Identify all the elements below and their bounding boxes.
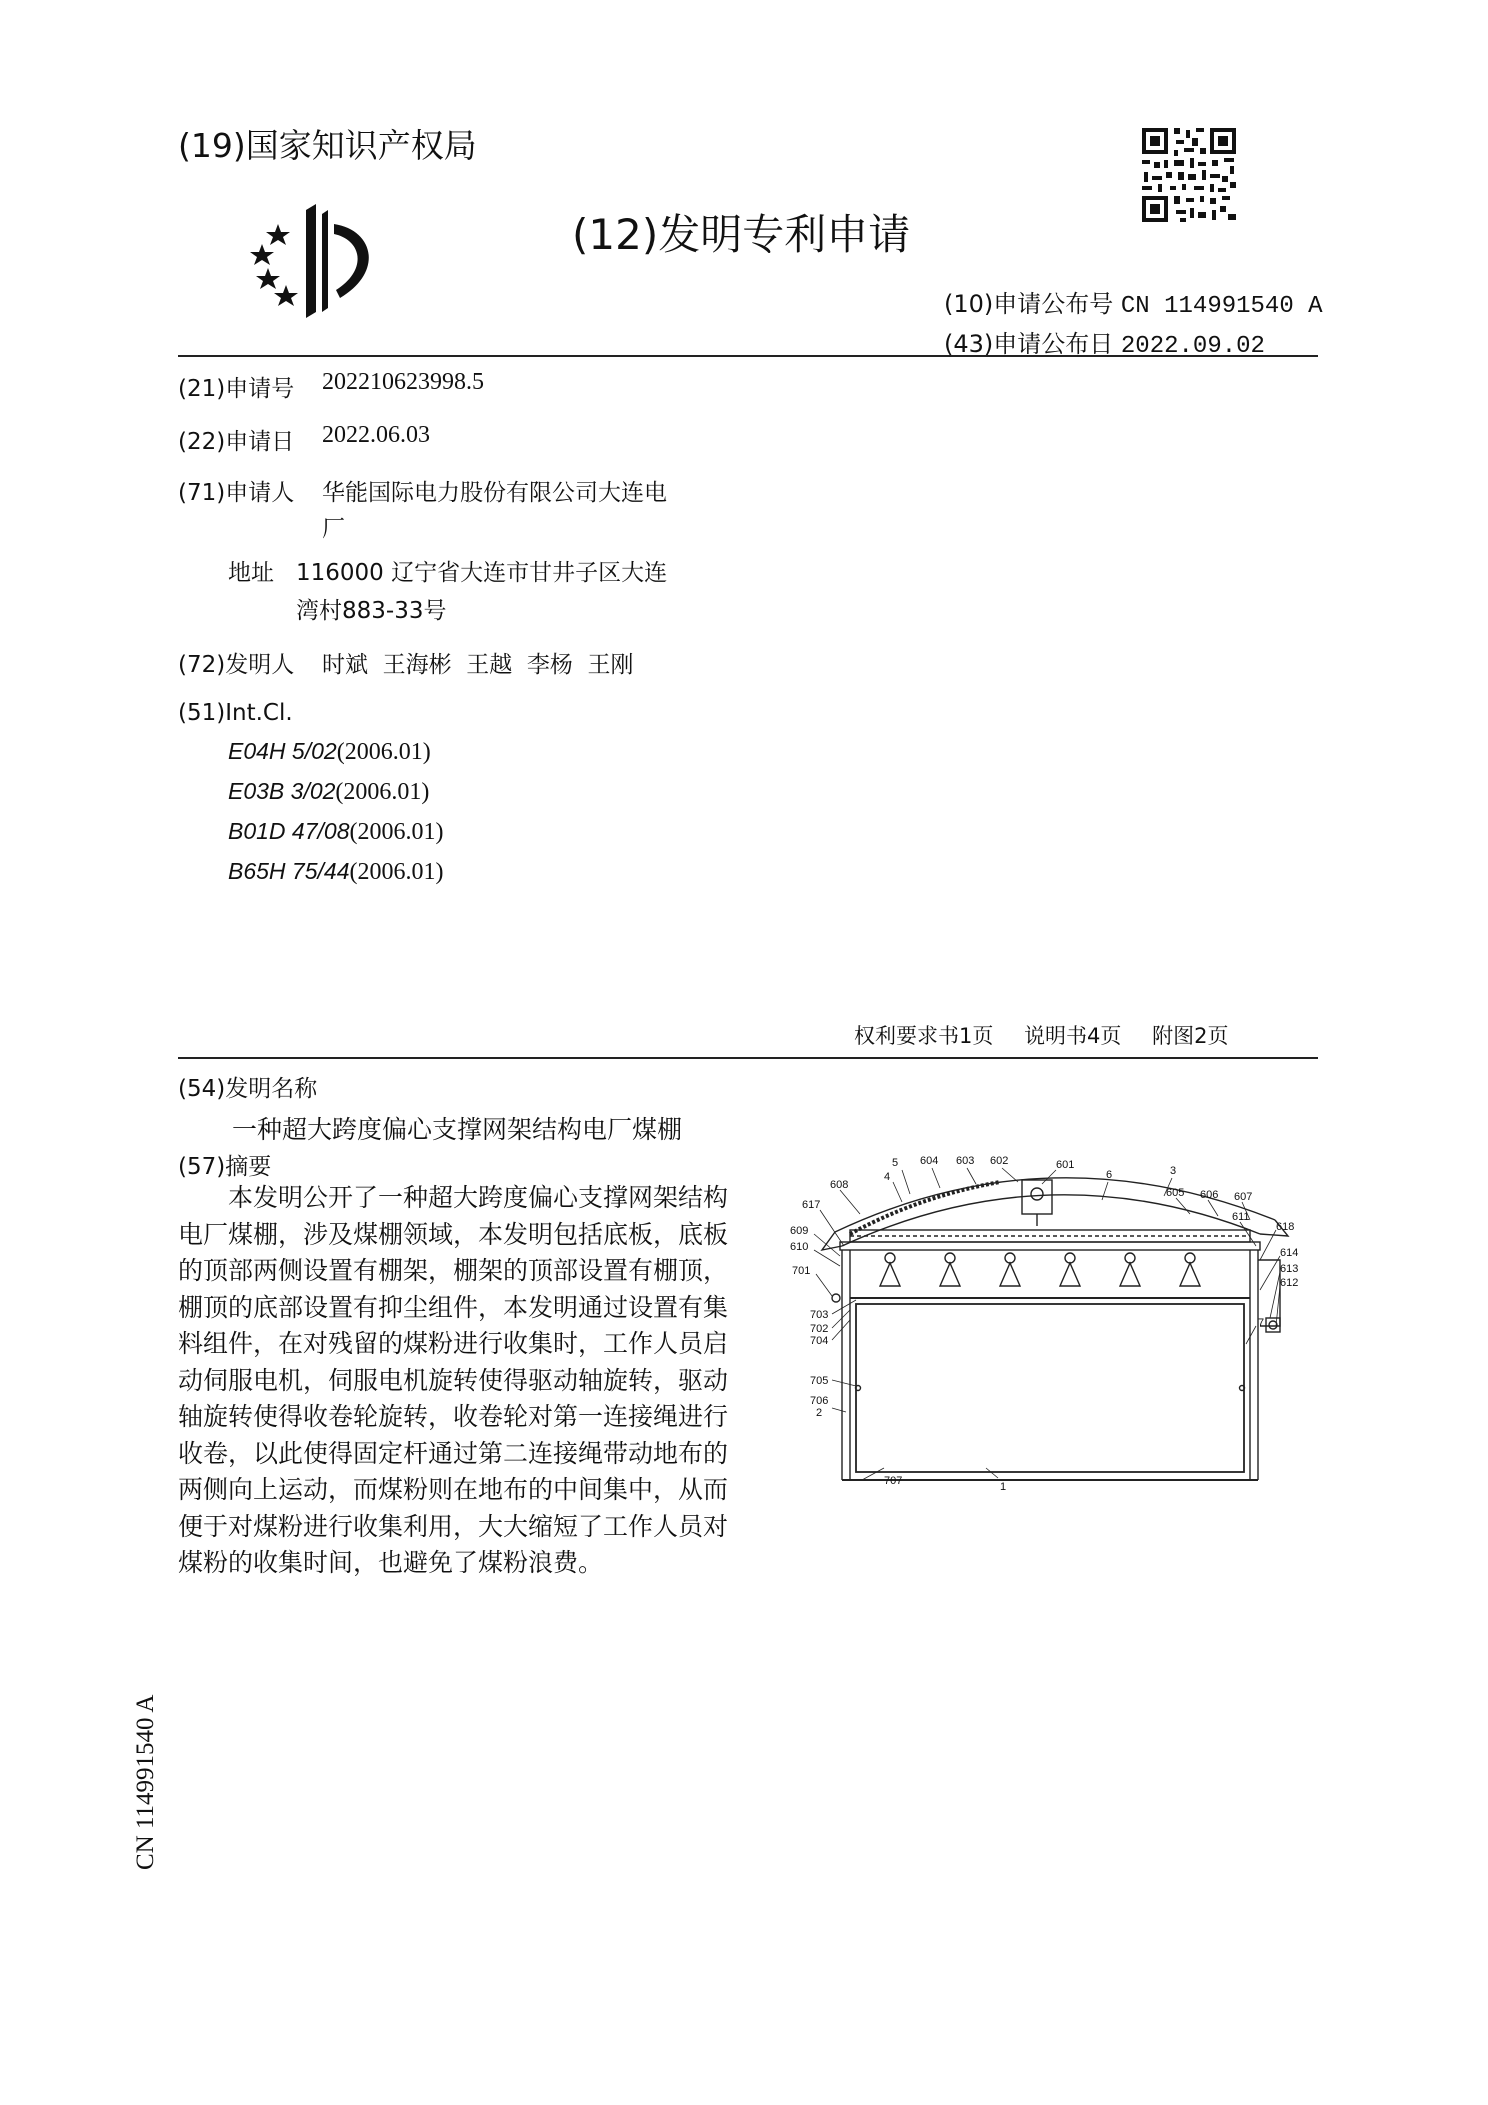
label-614: 614 (1280, 1247, 1299, 1259)
pipe-rail (840, 1242, 1260, 1250)
ipc-code: E03B 3/02 (228, 778, 336, 804)
label-617: 617 (802, 1199, 821, 1211)
applicant-name-line1: 华能国际电力股份有限公司大连电 (322, 480, 667, 506)
abstract-text-block (178, 1180, 728, 1582)
label-608: 608 (830, 1179, 849, 1191)
publication-number-row (944, 284, 1323, 320)
ipc-version: (2006.01) (349, 859, 444, 885)
inventor-names: 时斌 王海彬 王越 李杨 王刚 (322, 652, 634, 678)
ipc-code: B01D 47/08 (228, 818, 350, 844)
label-4: 4 (884, 1171, 891, 1183)
application-number-label: (21)申请号 (178, 376, 295, 402)
application-date-value: 2022.06.03 (322, 422, 430, 448)
ipc-version: (2006.01) (335, 779, 430, 805)
label-3: 3 (1170, 1165, 1177, 1177)
label-602: 602 (990, 1155, 1009, 1167)
ipc-code: B65H 75/44 (228, 858, 350, 884)
header-divider (178, 355, 1318, 357)
label-612: 612 (1280, 1277, 1299, 1289)
ipc-version: (2006.01) (336, 739, 431, 765)
label-704: 704 (810, 1335, 829, 1347)
label-6: 6 (1106, 1169, 1113, 1181)
publication-date-value: 2022.09.02 (1120, 333, 1265, 360)
label-707: 707 (884, 1475, 903, 1487)
label-607: 607 (1234, 1191, 1253, 1203)
label-603: 603 (956, 1155, 975, 1167)
label-605: 605 (1166, 1187, 1185, 1199)
qr-code-icon (1140, 126, 1238, 224)
abstract-text: 本发明公开了一种超大跨度偏心支撑网架结构电厂煤棚，涉及煤棚领域，本发明包括底板，底板的顶部两侧设置有棚架，棚架的顶部设置有棚顶，棚顶的底部设置有抑尘组件，本发明通过设置有集料组件，在对残留的煤粉进行收集时，工作人员启动伺服电机，伺服电机旋转使得驱动轴旋转，驱动轴旋转使得收卷轮旋转，收卷轮对第一连接绳进行收卷，以此使得固定杆通过第二连接绳带动地布的两侧向上运动，而煤粉则在地布的中间集中，从而便于对煤粉进行收集利用，大大缩短了工作人员对煤粉的收集时间，也避免了煤粉浪费。 (178, 1183, 729, 1577)
publication-number-value: CN 114991540 A (1120, 293, 1323, 320)
coal-shed-chamber (856, 1304, 1244, 1472)
label-706: 706 (810, 1395, 829, 1407)
label-7: 7 (1258, 1317, 1265, 1329)
label-618: 618 (1276, 1221, 1295, 1233)
application-date-label: (22)申请日 (178, 429, 295, 455)
invention-title: 一种超大跨度偏心支撑网架结构电厂煤棚 (232, 1115, 683, 1144)
document-type: (12)发明专利申请 (572, 210, 911, 259)
label-705: 705 (810, 1375, 829, 1387)
ipc-code: E04H 5/02 (228, 738, 337, 764)
inventor-label: (72)发明人 (178, 652, 295, 678)
claims-page-count: 权利要求书1页 (854, 1024, 994, 1048)
label-703: 703 (810, 1309, 829, 1321)
label-601: 601 (1056, 1159, 1075, 1171)
label-2: 2 (816, 1407, 823, 1419)
applicant-name-line2: 厂 (322, 516, 345, 542)
roof-outline (835, 1178, 1275, 1232)
drawings-page-count: 附图2页 (1152, 1024, 1229, 1048)
label-610: 610 (790, 1241, 809, 1253)
address-line2: 湾村883-33号 (296, 598, 447, 624)
ipc-class-row (228, 818, 443, 846)
cnipa-logo-icon (244, 200, 394, 320)
label-604: 604 (920, 1155, 939, 1167)
hoist-unit (1022, 1180, 1052, 1214)
ipc-version: (2006.01) (349, 819, 444, 845)
applicant-label: (71)申请人 (178, 480, 295, 506)
label-609: 609 (790, 1225, 809, 1237)
label-5: 5 (892, 1157, 899, 1169)
invention-title-label: (54)发明名称 (178, 1076, 318, 1102)
roof-inner (842, 1195, 1260, 1246)
hoist-wheel (1031, 1188, 1043, 1200)
office-name: (19)国家知识产权局 (178, 126, 477, 165)
abstract-label: (57)摘要 (178, 1154, 272, 1180)
application-number-value: 202210623998.5 (322, 369, 484, 395)
pump-box (1266, 1318, 1280, 1332)
label-1: 1 (1000, 1481, 1007, 1493)
publication-number-label: (10)申请公布号 (944, 290, 1114, 318)
label-613: 613 (1280, 1263, 1299, 1275)
roof-panel (850, 1182, 1000, 1234)
ipc-class-row (228, 738, 431, 766)
description-page-count: 说明书4页 (1024, 1024, 1122, 1048)
ipc-label: (51)Int.Cl. (178, 700, 293, 726)
label-702: 702 (810, 1323, 829, 1335)
label-611: 611 (1232, 1211, 1250, 1223)
ipc-class-row (228, 858, 443, 886)
label-701: 701 (792, 1265, 811, 1277)
side-publication-number: CN 114991540 A (132, 1694, 159, 1870)
representative-drawing (780, 1150, 1320, 1520)
address-line1: 116000 辽宁省大连市甘井子区大连 (296, 560, 668, 586)
address-label: 地址 (228, 560, 274, 586)
biblio-divider (178, 1057, 1318, 1059)
motor-icon (832, 1294, 840, 1302)
publication-date-label: (43)申请公布日 (944, 330, 1114, 358)
page-counts (854, 1020, 1253, 1050)
ipc-class-row (228, 778, 429, 806)
spray-nozzles (880, 1253, 1200, 1286)
label-606: 606 (1200, 1189, 1219, 1201)
